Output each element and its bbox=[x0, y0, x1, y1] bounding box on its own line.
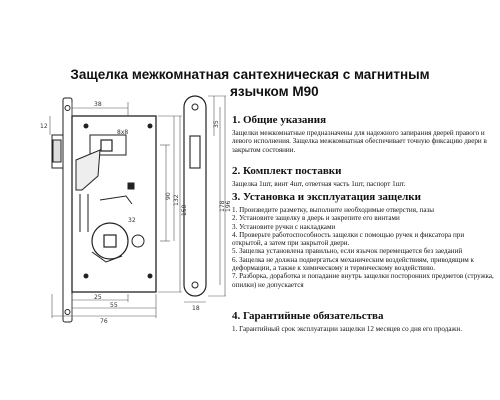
list-item: 3. Установите ручки с накладками bbox=[232, 222, 336, 231]
title-line-1: Защелка межкомнатная сантехническая с магнитным bbox=[70, 67, 430, 82]
list-item: 2. Установите защелку в дверь и закрепите его винтами bbox=[232, 214, 400, 223]
spindle-square bbox=[101, 140, 112, 151]
list-item: 4. Проверьте работоспособность защелки с помощью ручек и фиксатора при открытой, а затем при закрытой двери. bbox=[232, 230, 465, 248]
dim-178: 178 bbox=[219, 200, 226, 212]
list-item: 1. Произведите разметку, выполните необходимые отверстия, пазы bbox=[232, 206, 435, 214]
faceplate bbox=[63, 98, 72, 322]
section-body: 1. Гарантийный срок эксплуатации защелки 12 месяцев со дня его продажи. bbox=[232, 325, 462, 333]
section-heading: 3. Установка и эксплуатация защелки bbox=[232, 191, 421, 203]
dim-196: 196 bbox=[225, 200, 232, 212]
dim-18: 18 bbox=[192, 305, 200, 312]
strike-plate bbox=[184, 96, 206, 296]
thumbturn-square bbox=[104, 235, 116, 247]
list-item: 6. Защелка не должна подвергаться механическим воздействиям, приводящим к деформации, а также к химическому и термическому воздействию. bbox=[232, 255, 474, 273]
section-heading: 1. Общие указания bbox=[232, 114, 327, 126]
dim-132: 132 bbox=[173, 194, 180, 206]
dim-150: 150 bbox=[181, 204, 188, 216]
dim-12: 12 bbox=[40, 123, 48, 130]
section-heading: 4. Гарантийные обязательства bbox=[232, 310, 384, 322]
lock-body bbox=[72, 116, 156, 292]
steps-list bbox=[232, 206, 494, 289]
strike-slot bbox=[190, 136, 200, 168]
dim-35: 35 bbox=[213, 120, 220, 128]
title-line-2: язычком M90 bbox=[230, 84, 319, 99]
section-body: Защелка 1шт, винт 4шт, ответная часть 1шт, паспорт 1шт. bbox=[232, 180, 406, 188]
dim-55: 55 bbox=[110, 302, 118, 309]
section-general bbox=[232, 114, 494, 154]
dim-76: 76 bbox=[100, 318, 108, 325]
list-item: 7. Разборка, доработка и попадание внутрь защелки посторонних предметов (стружка, опилки) не допускается bbox=[232, 272, 494, 289]
dim-8x8: 8x8 bbox=[117, 129, 129, 136]
section-heading: 2. Комплект поставки bbox=[232, 165, 342, 177]
list-item: 5. Защелка установлена правильно, если язычок перемещается без заеданий bbox=[232, 247, 463, 256]
section-package bbox=[232, 165, 405, 188]
section-body: Защелки межкомнатные предназначены для надежного запирания дверей правого и левого исполнения. Защелка межкомнатная обеспечивает точную фиксацию двери в закрытом состоянии. bbox=[232, 129, 487, 154]
dim-32: 32 bbox=[128, 217, 136, 224]
section-installation bbox=[232, 191, 494, 289]
dim-25: 25 bbox=[94, 294, 102, 301]
section-warranty bbox=[232, 310, 462, 333]
dim-38: 38 bbox=[94, 101, 102, 108]
dim-90: 90 bbox=[165, 192, 172, 200]
